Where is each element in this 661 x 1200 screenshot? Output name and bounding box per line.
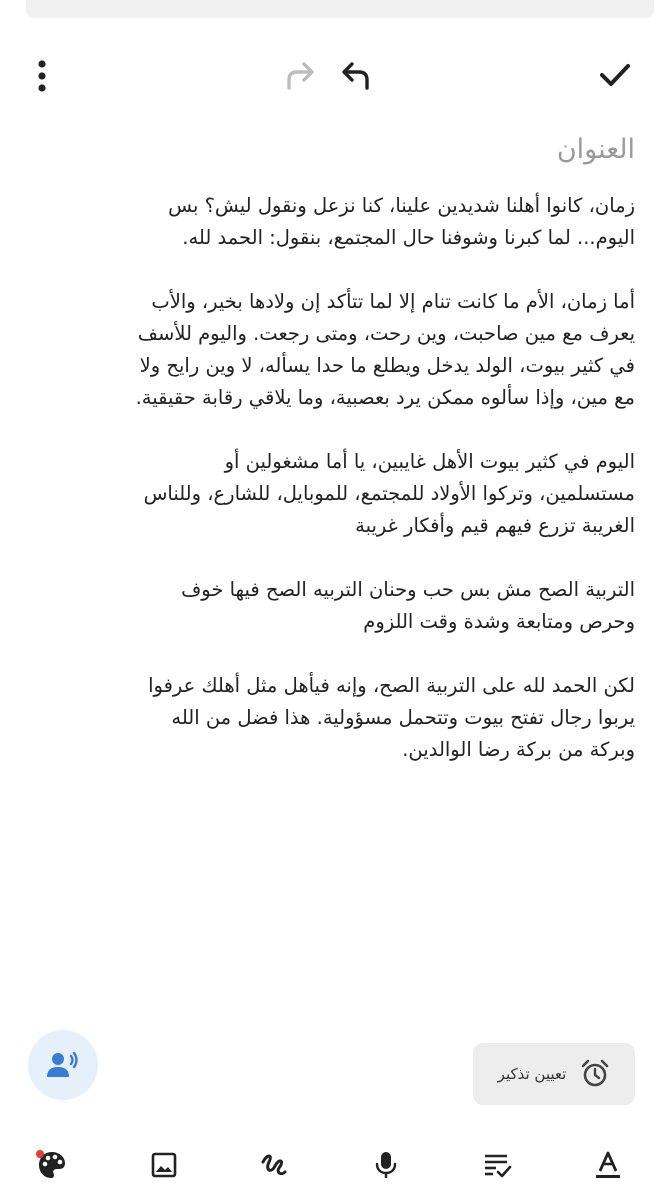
drawing-button[interactable] xyxy=(250,1143,298,1187)
note-paragraph: زمان، كانوا أهلنا شديدين علينا، كنا نزعل ونقول ليش؟ بس اليوم... لما كبرنا وشوفنا حال المجتمع، بنقول: الحمد لله. xyxy=(168,194,635,249)
status-strip-bar xyxy=(26,0,654,18)
note-body-text[interactable] xyxy=(23,190,635,798)
check-icon xyxy=(599,62,631,88)
note-paragraph: التربية الصح مش بس حب وحنان التربيه الصح فيها خوف وحرص ومتابعة وشدة وقت اللزوم xyxy=(181,578,635,633)
record-voice-icon xyxy=(46,1051,80,1079)
mic-icon xyxy=(374,1150,398,1180)
mic-button[interactable] xyxy=(362,1143,410,1187)
set-reminder-chip[interactable] xyxy=(473,1043,635,1105)
image-icon xyxy=(150,1151,178,1179)
undo-icon xyxy=(339,61,371,91)
note-title-input[interactable] xyxy=(35,124,635,174)
add-image-button[interactable] xyxy=(140,1143,188,1187)
palette-notification-dot xyxy=(36,1150,44,1158)
checklist-icon xyxy=(482,1151,512,1179)
redo-button[interactable] xyxy=(278,54,324,98)
top-toolbar xyxy=(0,40,661,110)
alarm-icon xyxy=(580,1059,610,1089)
done-button[interactable] xyxy=(590,52,640,98)
status-strip xyxy=(0,0,661,20)
text-format-button[interactable] xyxy=(584,1143,632,1187)
redo-icon xyxy=(285,61,317,91)
bottom-toolbar xyxy=(0,1135,661,1200)
more-options-button[interactable] xyxy=(22,52,62,100)
note-paragraph: أما زمان، الأم ما كانت تنام إلا لما تتأكد إن ولادها بخير، والأب يعرف مع مين صاحبت، وين رحت، ومتى رجعت. واليوم للأسف في كثير بيوت، الولد يدخل ويطلع ما حدا يسأله، لا وين رايح ولا مع مين، وإذا سألوه ممكن يرد بعصبية، وما يلاقي رقابة حقيقية. xyxy=(135,290,635,409)
voice-note-button[interactable] xyxy=(28,1030,98,1100)
note-paragraph: لكن الحمد لله على التربية الصح، وإنه فيأهل مثل أهلك عرفوا يربوا رجال تفتح بيوت وتتحمل مسؤولية. هذا فضل من الله وبركة من بركة رضا الوالدين. xyxy=(148,674,635,761)
drawing-icon xyxy=(259,1150,289,1180)
undo-button[interactable] xyxy=(332,54,378,98)
more-vert-icon xyxy=(37,59,47,93)
checklist-button[interactable] xyxy=(473,1143,521,1187)
text-format-icon xyxy=(594,1150,622,1180)
reminder-label: تعيين تذكير xyxy=(497,1065,567,1083)
note-paragraph: اليوم في كثير بيوت الأهل غايبين، يا أما مشغولين أو مستسلمين، وتركوا الأولاد للمجتمع، للموبايل، للشارع، وللناس الغريبة تزرع فيهم قيم وأفكار غريبة xyxy=(143,450,635,537)
palette-button[interactable] xyxy=(28,1143,76,1187)
